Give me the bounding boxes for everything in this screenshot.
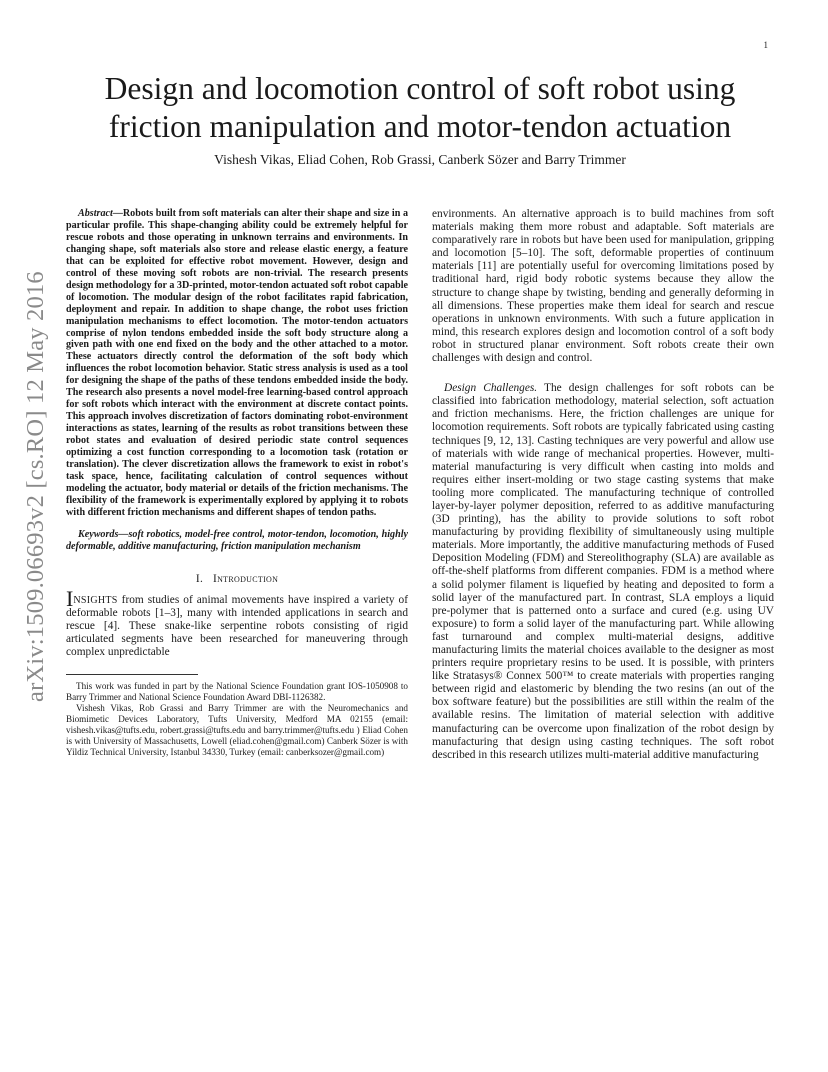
- abstract-label: Abstract: [78, 208, 113, 219]
- footnote-rule: [66, 674, 198, 675]
- intro-paragraph: [66, 585, 408, 659]
- keywords-text: soft robotics, model-free control, motor-tendon, locomotion, highly deformable, additive manufacturing, friction manipulation mechanism: [66, 528, 408, 552]
- arxiv-identifier: arXiv:1509.06693v2 [cs.RO] 12 May 2016: [22, 271, 49, 702]
- footnote-funding: This work was funded in part by the National Science Foundation grant IOS-1050908 to Barry Trimmer and National Science Foundation Award DBI-1126382.: [66, 681, 408, 703]
- paper-title: Design and locomotion control of soft robot using friction manipulation and motor-tendon actuation: [104, 71, 736, 144]
- page-number: 1: [763, 40, 768, 50]
- left-column: [66, 208, 408, 758]
- abstract-separator: —: [112, 208, 123, 219]
- abstract-text: Robots built from soft materials can alter their shape and size in a particular profile. This shape-changing ability could be extremely helpful for rescue robots and those operating in unknown terrains and environments. In changing shape, soft materials also store and release elastic energy, a feature that can be exploited for effective robot movement. However, design and control of these moving soft robots are non-trivial. The research presents design methodology for a 3D-printed, motor-tendon actuated soft robot capable of locomotion. The modular design of the robot facilitates rapid fabrication, deployment and repair. In addition to shape change, the robot uses friction manipulation mechanisms to effect locomotion. The motor-tendon actuators comprise of nylon tendons embedded inside the soft body structure along a given path with one end fixed on the body and the other attached to a motor. These actuators directly control the deformation of the soft body which influences the robot locomotion behavior. Static stress analysis is used as a tool for designing the shape of the paths of these tendons embedded inside the body. The research also presents a novel model-free learning-based control approach for soft robots which interact with the environment at discrete contact points. This approach involves discretization of factors dominating robot-environment interactions as states, learning of the results as robot transitions between these robot states and evaluation of desired periodic state control sequences optimizing a cost function corresponding to a locomotion task (rotation or translation). The clever discretization allows the framework to exist in robot's task space, hence, facilitating calculation of control sequences without modeling the actuator, body material or details of the friction mechanisms. The flexibility of the framework is experimentally explored by applying it to robots with different friction mechanisms and different shapes of tendon paths.: [66, 208, 408, 518]
- body-paragraph-design-challenges: [432, 382, 774, 762]
- intro-text: from studies of animal movements have inspired a variety of deformable robots [1–3], many with intended applications in search and rescue [4]. These snake-like serpentine robots consisting of rigid articulated segments have been researched for maneuvering through complex unpredictable: [66, 593, 408, 659]
- abstract: [66, 208, 408, 519]
- keywords-separator: —: [118, 528, 129, 540]
- right-column: [432, 208, 774, 762]
- intro-drop-letter: I: [66, 585, 74, 611]
- footnote-affiliations: Vishesh Vikas, Rob Grassi and Barry Trimmer are with the Neuromechanics and Biomimetic Devices Laboratory, Tufts University, Medford MA 02155 (email: vishesh.vikas@tufts.edu, robert.grassi@tufts.edu and barry.trimmer@tufts.edu ) Eliad Cohen is with University of Massachusetts, Lowell (eliad.cohen@gmail.com) Canberk Sözer is with Yildiz Technical University, Istanbul 34330, Turkey (email: canberksozer@gmail.com): [66, 703, 408, 758]
- section-number: I.: [195, 572, 204, 585]
- section-heading-introduction: [66, 573, 408, 586]
- author-list: Vishesh Vikas, Eliad Cohen, Rob Grassi, Canberk Sözer and Barry Trimmer: [214, 152, 626, 167]
- run-in-heading: Design Challenges.: [444, 382, 538, 395]
- design-challenges-text: The design challenges for soft robots can be classified into fabrication methodology, material selection, soft actuation and friction mechanisms. Here, the friction challenges are unique for locomotion requirements. Soft robots are typically fabricated using casting techniques [9, 12, 13]. Casting techniques are very powerful and allow use of materials with wide range of mechanical properties. However, multi-material manufacturing is very difficult when casting into molds and requires either insert-molding or two stage casting systems that make tooling more complicated. The manufacturing technique of controlled layer-by-layer polymer deposition, referred to as additive manufacturing (3D printing), has the ability to provide solutions to soft robot manufacturing by providing flexibility of simultaneously using multiple materials. More importantly, the additive manufacturing methods of Fused Deposition Modeling (FDM) and Stereolithography (SLA) are available as off-the-shelf platforms from different companies. FDM is a method where a solid polymer filament is liquefied by heating and deposited to form a solid layer of the manufactured part. In contrast, SLA employs a liquid pre-polymer that is patterned onto a surface and cured (e.g. using UV exposure) to form a solid layer of the manufacturing part. While allowing fast turnaround and complex multi-material designs, additive manufacturing limits the material choices available to the designer as most printers require proprietary resins to be used. It is possible, with printers like Stratasys® Connex 500™ to create materials with properties ranging between rigid and elastomeric by blending the two resins (an out of the box software feature) but the possibilities are still within the realm of the available resins. The limitation of material selection with additive manufacturing can be overcome upon finalization of the robot design by manufacturing that design using casting techniques. The soft robot described in this research utilizes multi-material additive manufacturing: [432, 382, 774, 761]
- keywords: [66, 529, 408, 553]
- body-paragraph-environments: environments. An alternative approach is to build machines from soft materials making them more robust and adaptable. Soft materials are comparatively rare in robots but have been used for manipulation, gripping and locomotion [5–10]. The soft, deformable properties of continuum materials [11] are potentially useful for overcoming limitations posed by traditional hard, rigid body robotic systems because they allow the structure to change shape by twisting, bending and generally deforming in all dimensions. These properties make them ideal for search and rescue operations in unknown environments. With such a future application in mind, this research explores design and locomotion control of a soft body robot in structured planar environment. Soft robots create their own challenges with design and control.: [432, 208, 774, 365]
- keywords-label: Keywords: [78, 528, 119, 540]
- intro-smallcaps: NSIGHTS: [73, 594, 118, 606]
- section-title: Introduction: [213, 572, 279, 585]
